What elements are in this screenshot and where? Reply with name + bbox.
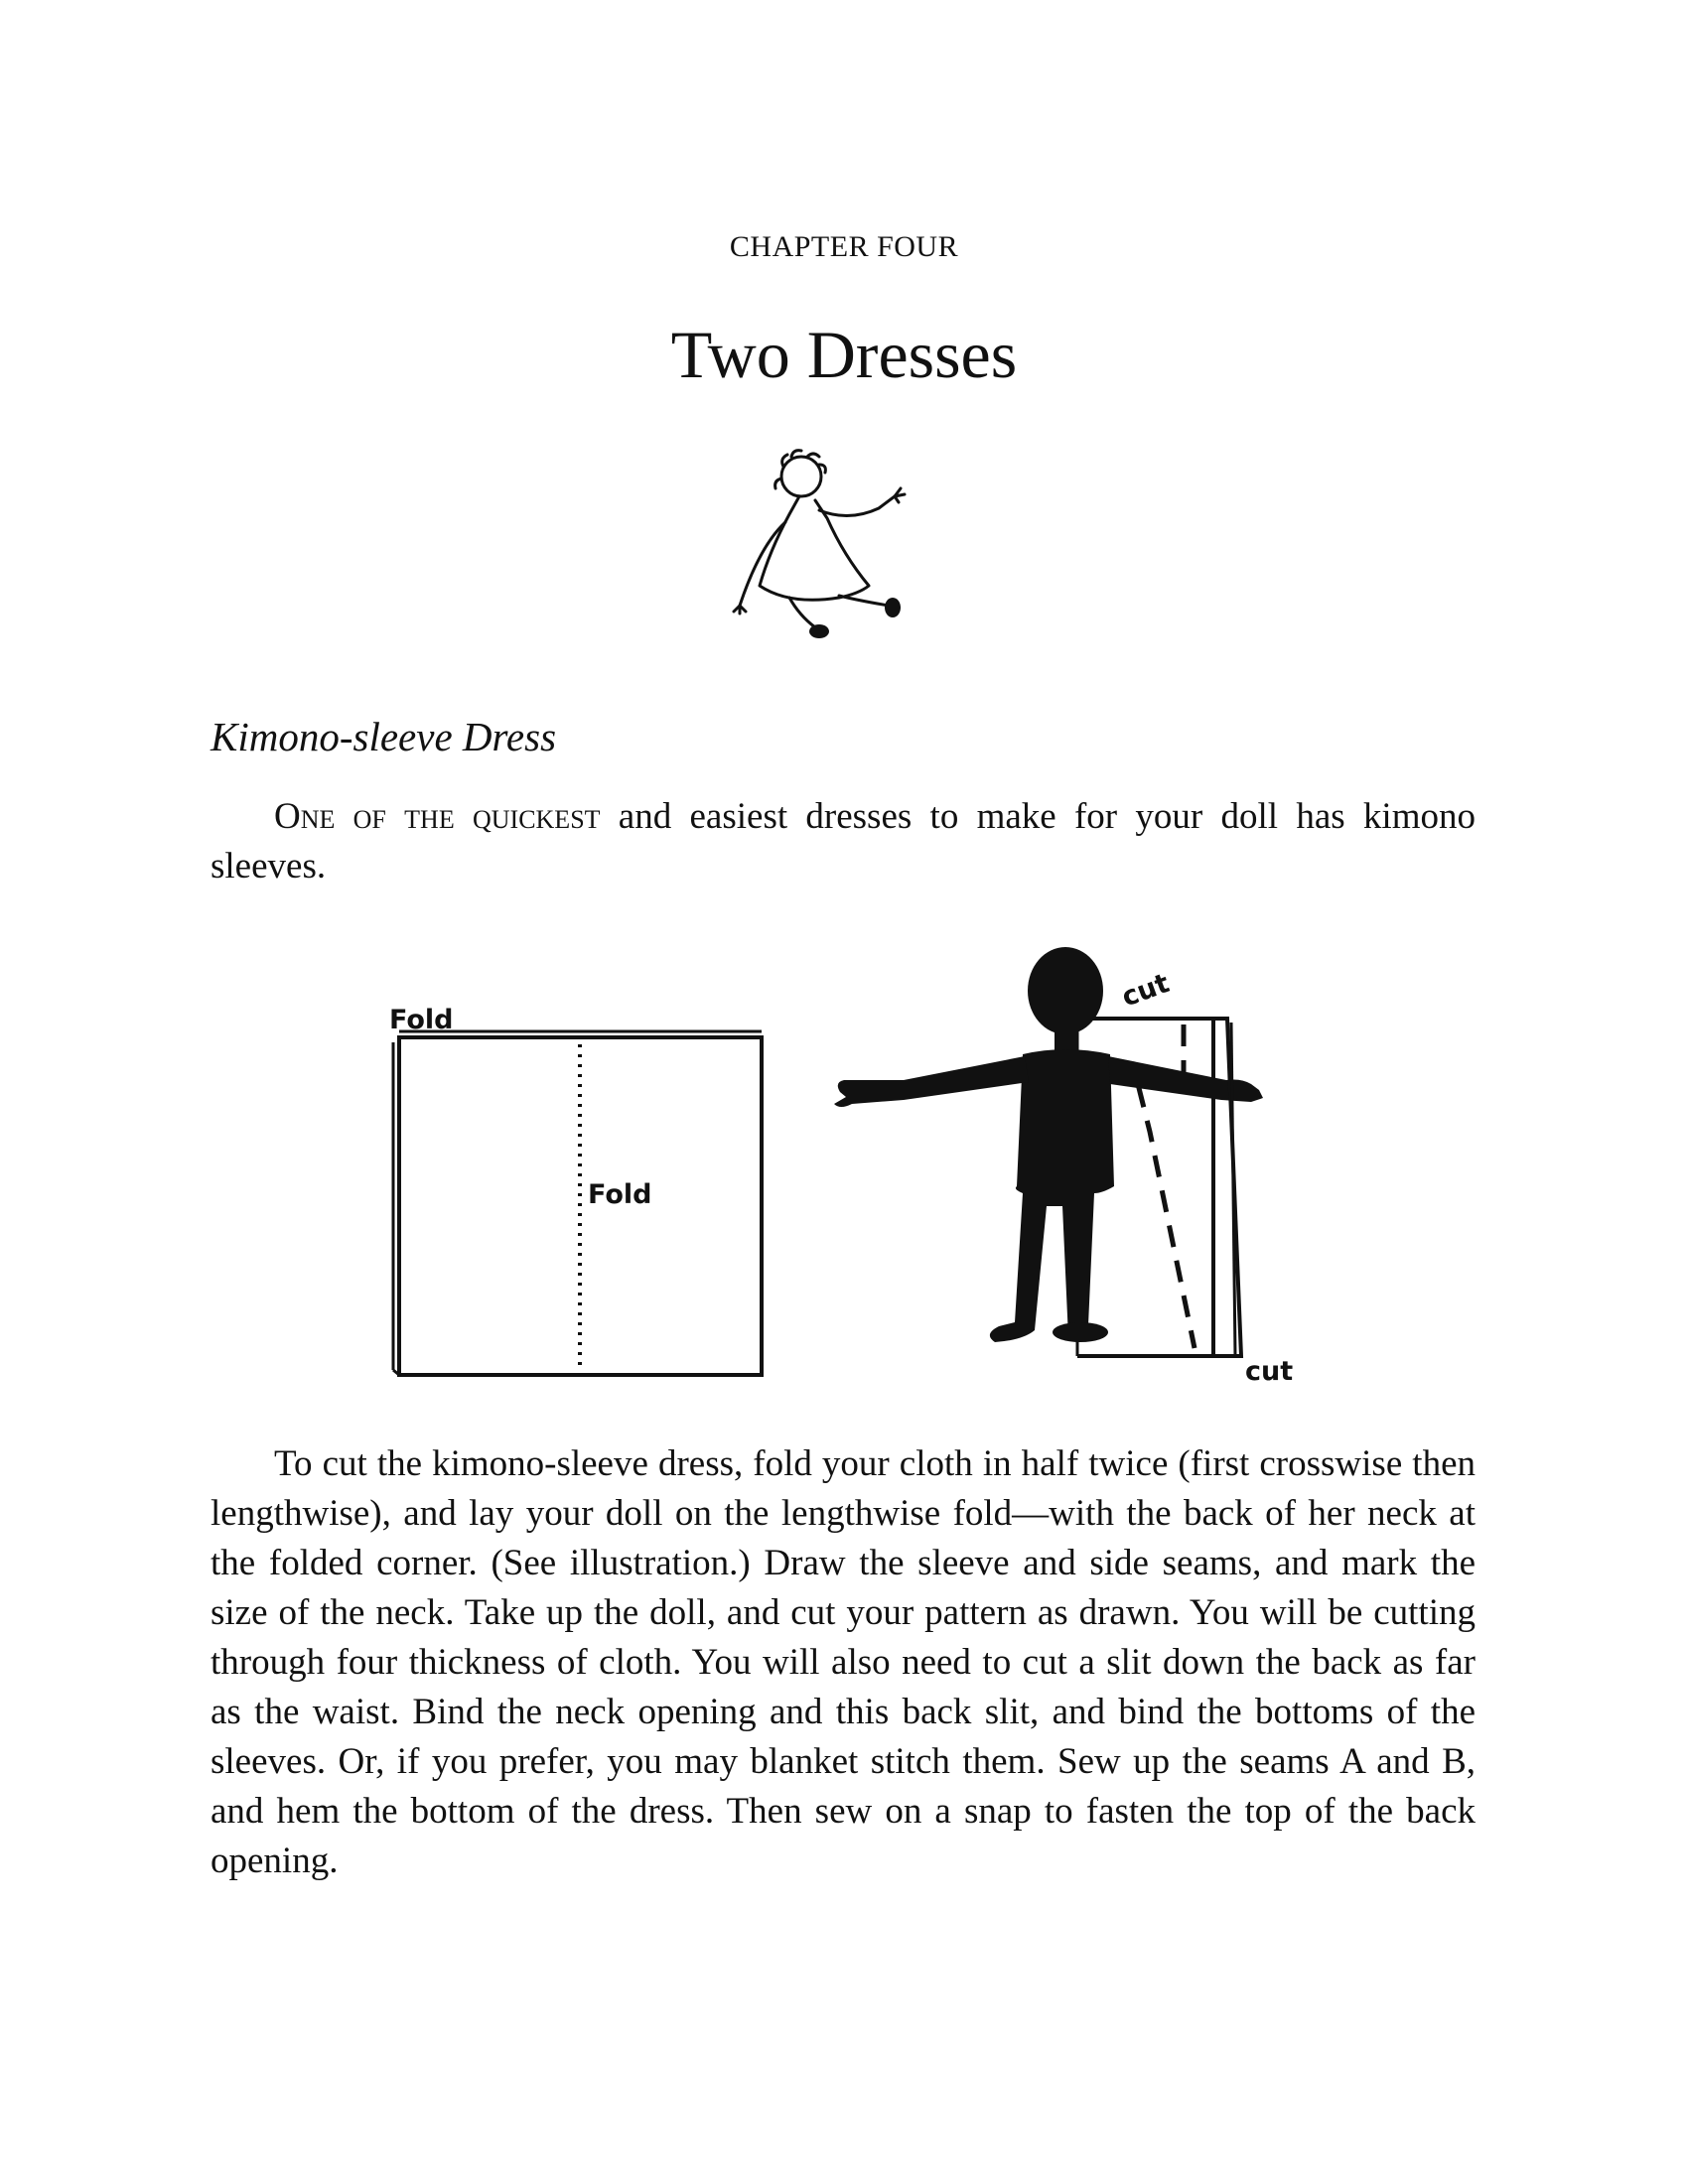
instructions-paragraph: To cut the kimono-sleeve dress, fold your cloth in half twice (first crosswise then lengthwise), and lay your doll on the lengthwise fold—with the back of her neck at the folded corner. (See illustration.) Draw the sleeve and side seams, and mark the size of the neck. Take up the doll, and cut your pattern as drawn. You will be cutting through four thickness of cloth. You will also need to cut a slit down the back as far as the waist. Bind the neck opening and this back slit, and bind the bottoms of the sleeves. Or, if you prefer, you may blanket stitch them. Sew up the seams A and B, and hem the bottom of the dress. Then sew on a snap to fasten the top of the back opening. — [211, 1443, 1476, 1881]
fold-label-center: Fold — [588, 1179, 652, 1210]
chapter-label: CHAPTER FOUR — [729, 230, 959, 263]
folded-cloth-figure — [393, 1031, 762, 1375]
intro-rest: and easiest dresses to make for your doll has kimono sleeves. — [211, 796, 1476, 887]
section-heading: Kimono-sleeve Dress — [211, 714, 557, 759]
doll-silhouette — [834, 947, 1263, 1342]
intro-lead-smallcaps: One of the quickest — [274, 796, 601, 837]
doll-sketch-illustration — [720, 437, 948, 665]
cut-label-bottom: cut — [1245, 1356, 1294, 1387]
intro-paragraph — [211, 792, 1476, 891]
chapter-title: Two Dresses — [670, 317, 1018, 392]
pattern-diagram — [367, 933, 1311, 1390]
cut-label-top: cut — [1117, 967, 1174, 1014]
fold-label-top: Fold — [389, 1005, 454, 1035]
